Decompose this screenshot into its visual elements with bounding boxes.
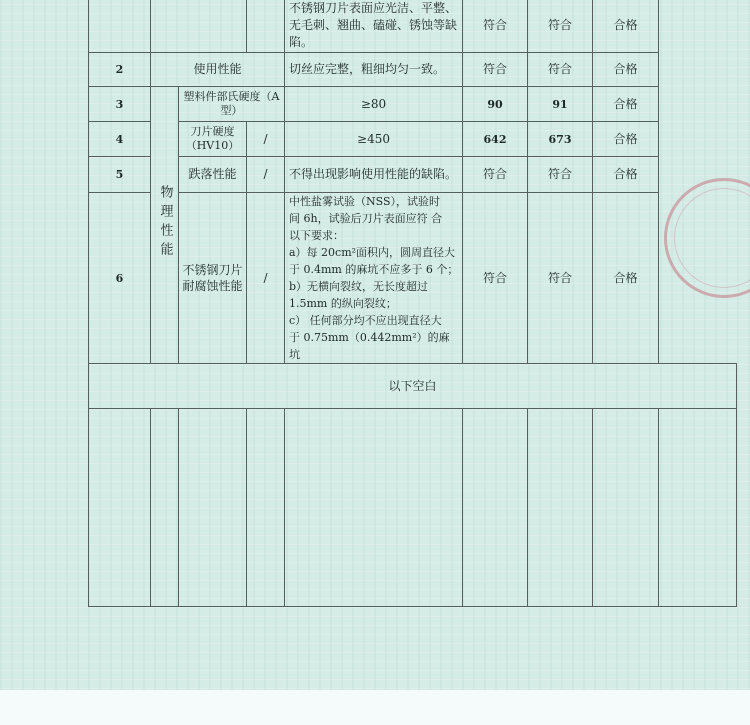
page-bottom-margin [0, 690, 750, 725]
empty-cell [659, 409, 737, 607]
table-row [89, 122, 737, 157]
table-row [89, 193, 737, 364]
empty-cell [285, 409, 463, 607]
row-number: 6 [89, 193, 151, 364]
row-number: 4 [89, 122, 151, 157]
measured-result: 符合 [528, 0, 593, 53]
item-name [151, 0, 247, 53]
verdict: 合格 [593, 157, 659, 193]
requirement-cell [285, 193, 463, 364]
empty-cell [528, 409, 593, 607]
verdict: 合格 [593, 0, 659, 53]
measured-result: 符合 [528, 53, 593, 87]
test-result: 符合 [463, 0, 528, 53]
test-result: 90 [463, 87, 528, 122]
requirement-line: b）无横向裂纹，无长度超过 [289, 280, 429, 293]
requirement-cell: ≥450 [285, 122, 463, 157]
requirement-line: 无毛刺、翘曲、磕碰、锈蚀等缺 [289, 18, 458, 32]
item-name: 使用性能 [151, 53, 285, 87]
unit-cell: / [247, 193, 285, 364]
requirement-line: a）每 20cm²面积内，圆周直径大 [289, 246, 456, 259]
requirement-cell [285, 157, 463, 193]
blank-notice-row [89, 364, 737, 409]
row-number: 3 [89, 87, 151, 122]
test-result: 符合 [463, 193, 528, 364]
verdict: 合格 [593, 53, 659, 87]
row-number [89, 0, 151, 53]
empty-cell [179, 409, 247, 607]
requirement-line: c） 任何部分均不应出现直径大 [289, 314, 442, 327]
empty-cell [463, 409, 528, 607]
empty-cell [89, 409, 151, 607]
empty-row [89, 409, 737, 607]
table-row [89, 157, 737, 193]
unit-cell: / [247, 157, 285, 193]
verdict: 合格 [593, 193, 659, 364]
test-result: 符合 [463, 157, 528, 193]
test-result: 642 [463, 122, 528, 157]
row-number: 5 [89, 157, 151, 193]
row-number: 2 [89, 53, 151, 87]
requirement-line: 于 0.75mm（0.442mm²）的麻坑 [289, 331, 450, 361]
requirement-line: 于 0.4mm 的麻坑不应多于 6 个； [289, 263, 459, 276]
requirement-cell [285, 0, 463, 53]
requirement-line: 间 6h，试验后刀片表面应符 合 [289, 212, 443, 225]
measured-result: 符合 [528, 157, 593, 193]
item-name: 不锈钢刀片耐腐蚀性能 [179, 193, 247, 364]
requirement-line: 以下要求： [289, 229, 344, 242]
verdict: 合格 [593, 87, 659, 122]
requirement-cell [285, 53, 463, 87]
requirement-line: 陷。 [289, 35, 314, 49]
unit-cell [247, 0, 285, 53]
item-name: 刀片硬度（HV10） [179, 122, 247, 157]
unit-cell: / [247, 122, 285, 157]
category-cell [151, 87, 179, 364]
item-name: 塑料件部氏硬度（A 型） [179, 87, 285, 122]
table-row [89, 0, 737, 53]
category-label: 物理性能 [157, 184, 173, 261]
table-row [89, 53, 737, 87]
test-result: 符合 [463, 53, 528, 87]
requirement-cell: ≥80 [285, 87, 463, 122]
requirement-line: 中性盐雾试验（NSS），试验时 [289, 195, 441, 208]
table-row [89, 87, 737, 122]
item-name: 跌落性能 [179, 157, 247, 193]
blank-notice: 以下空白 [89, 364, 737, 409]
requirement-line: 不锈钢刀片表面应光洁、平整、 [289, 1, 458, 15]
empty-cell [247, 409, 285, 607]
requirement-line: 1.5mm 的纵向裂纹； [289, 297, 397, 310]
empty-cell [593, 409, 659, 607]
measured-result: 673 [528, 122, 593, 157]
measured-result: 91 [528, 87, 593, 122]
requirement-line: 不得出现影响使用性能的缺陷。 [289, 167, 458, 181]
inspection-results-table [88, 0, 737, 607]
verdict: 合格 [593, 122, 659, 157]
measured-result: 符合 [528, 193, 593, 364]
empty-cell [151, 409, 179, 607]
requirement-line: 切丝应完整，粗细均匀一致。 [289, 62, 446, 76]
